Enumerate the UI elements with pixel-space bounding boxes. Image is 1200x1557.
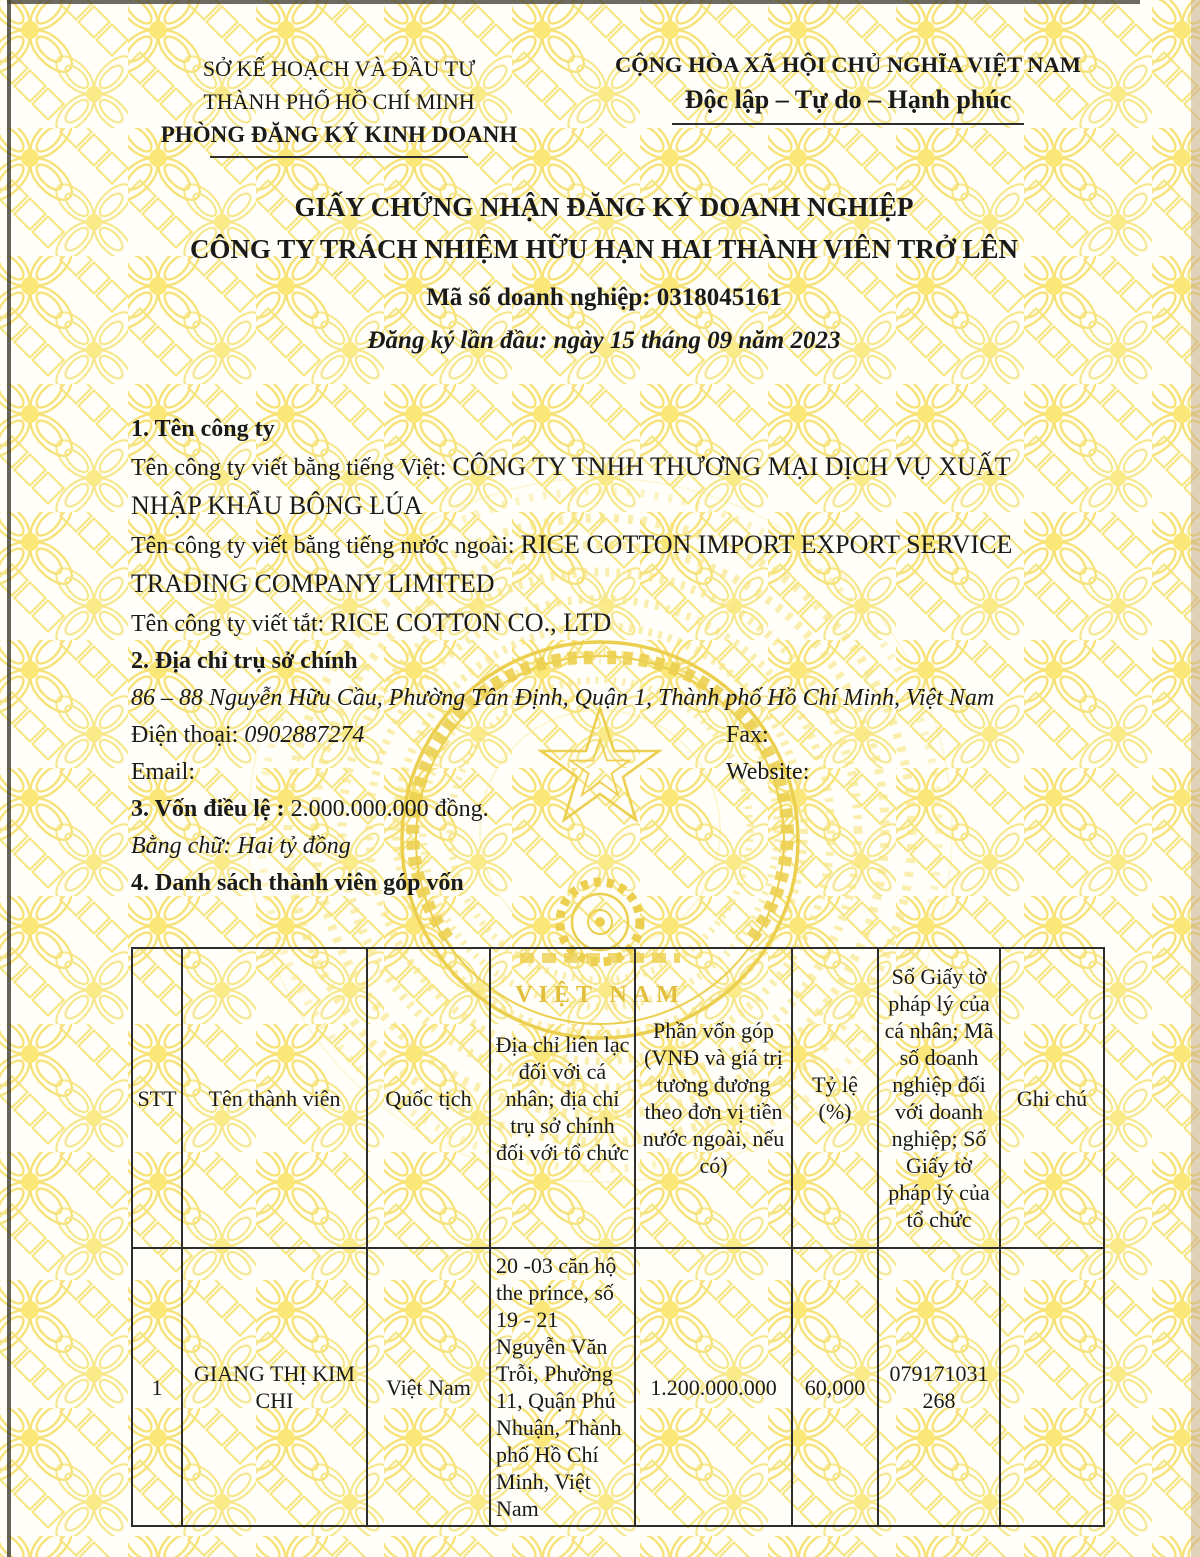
registration-date: Đăng ký lần đầu: ngày 15 tháng 09 năm 2023 bbox=[367, 327, 841, 354]
emblem-banner-text: VIỆT NAM bbox=[515, 982, 685, 1008]
member-ratio: 60,000 bbox=[792, 1248, 878, 1526]
capital-in-words-line bbox=[131, 828, 1085, 865]
member-capital-contribution: 1.200.000.000 bbox=[635, 1248, 792, 1526]
website-label: Website: bbox=[726, 759, 810, 785]
issuer-line-1: SỞ KẾ HOẠCH VÀ ĐẦU TƯ bbox=[202, 56, 476, 81]
section1-heading: 1. Tên công ty bbox=[131, 416, 275, 442]
capital-in-words-value: Hai tỷ đồng bbox=[237, 833, 351, 859]
email-website-row bbox=[131, 754, 1085, 791]
motto-underline bbox=[672, 123, 1024, 125]
members-table bbox=[131, 947, 1105, 1527]
col-header-contact-address: Địa chỉ liên lạc đối với cá nhân; địa chỉ trụ sở chính đối với tổ chức bbox=[490, 948, 635, 1248]
charter-capital-line bbox=[131, 791, 1085, 828]
company-name-short-line bbox=[131, 604, 1085, 643]
head-office-address: 86 – 88 Nguyễn Hữu Cầu, Phường Tân Định, Quận 1, Thành phố Hồ Chí Minh, Việt Nam bbox=[131, 685, 995, 711]
fax-label: Fax: bbox=[726, 722, 769, 748]
certificate-title-line-2: CÔNG TY TRÁCH NHIỆM HỮU HẠN HAI THÀNH VIÊN TRỞ LÊN bbox=[189, 234, 1019, 264]
col-header-capital-contribution: Phần vốn góp (VNĐ và giá trị tương đương theo đơn vị tiền nước ngoài, nếu có) bbox=[635, 948, 792, 1248]
section3-heading: 3. Vốn điều lệ : bbox=[131, 796, 285, 822]
company-name-short-value: RICE COTTON CO., LTD bbox=[330, 608, 612, 637]
issuing-authority-block bbox=[140, 52, 538, 158]
col-header-ratio: Tỷ lệ (%) bbox=[792, 948, 878, 1248]
certificate-title-line-1: GIẤY CHỨNG NHẬN ĐĂNG KÝ DOANH NGHIỆP bbox=[294, 192, 914, 222]
member-row-1 bbox=[132, 1248, 1104, 1526]
national-motto-block bbox=[598, 48, 1098, 125]
issuer-underline bbox=[210, 156, 468, 158]
member-legal-paper-number: 079171031 268 bbox=[878, 1248, 1000, 1526]
company-name-foreign-value: RICE COTTON IMPORT EXPORT SERVICE TRADING COMPANY LIMITED bbox=[131, 530, 1013, 598]
company-name-vi-line bbox=[131, 448, 1085, 526]
col-header-member-name: Tên thành viên bbox=[182, 948, 367, 1248]
email-label: Email: bbox=[131, 759, 195, 785]
issuer-line-3: PHÒNG ĐĂNG KÝ KINH DOANH bbox=[160, 122, 518, 147]
company-name-foreign-line bbox=[131, 526, 1085, 604]
col-header-notes: Ghi chú bbox=[1000, 948, 1104, 1248]
col-header-nationality: Quốc tịch bbox=[367, 948, 490, 1248]
capital-in-words-label: Bằng chữ: bbox=[131, 833, 232, 859]
company-name-vi-value: CÔNG TY TNHH THƯƠNG MẠI DỊCH VỤ XUẤT NHẬP KHẨU BÔNG LÚA bbox=[131, 452, 1011, 520]
member-contact-address: 20 -03 căn hộ the prince, số 19 - 21 Nguyễn Văn Trỗi, Phường 11, Quận Phú Nhuận, Thành phố Hồ Chí Minh, Việt Nam bbox=[490, 1248, 635, 1526]
col-header-stt: STT bbox=[132, 948, 182, 1248]
enterprise-code: Mã số doanh nghiệp: 0318045161 bbox=[426, 284, 782, 311]
phone-fax-row bbox=[131, 717, 1085, 754]
company-name-vi-label: Tên công ty viết bằng tiếng Việt: bbox=[131, 455, 447, 481]
certificate-title-block bbox=[128, 186, 1080, 355]
phone-label: Điện thoại: bbox=[131, 722, 239, 748]
members-table-header-row bbox=[132, 948, 1104, 1248]
member-name: GIANG THỊ KIM CHI bbox=[182, 1248, 367, 1526]
member-nationality: Việt Nam bbox=[367, 1248, 490, 1526]
certificate-body bbox=[131, 411, 1085, 902]
motto-line-1: CỘNG HÒA XÃ HỘI CHỦ NGHĨA VIỆT NAM bbox=[614, 52, 1082, 77]
charter-capital-amount: 2.000.000.000 đồng. bbox=[290, 796, 489, 822]
section2-heading: 2. Địa chỉ trụ sở chính bbox=[131, 648, 358, 674]
member-stt: 1 bbox=[132, 1248, 182, 1526]
issuer-line-2: THÀNH PHỐ HỒ CHÍ MINH bbox=[203, 89, 475, 114]
phone-value: 0902887274 bbox=[244, 722, 365, 748]
section4-heading: 4. Danh sách thành viên góp vốn bbox=[131, 870, 464, 896]
company-name-foreign-label: Tên công ty viết bằng tiếng nước ngoài: bbox=[131, 533, 515, 559]
company-name-short-label: Tên công ty viết tắt: bbox=[131, 611, 325, 637]
motto-line-2: Độc lập – Tự do – Hạnh phúc bbox=[684, 85, 1012, 114]
col-header-legal-papers: Số Giấy tờ pháp lý của cá nhân; Mã số doanh nghiệp đối với doanh nghiệp; Số Giấy tờ pháp lý của tổ chức bbox=[878, 948, 1000, 1248]
member-notes bbox=[1000, 1248, 1104, 1526]
